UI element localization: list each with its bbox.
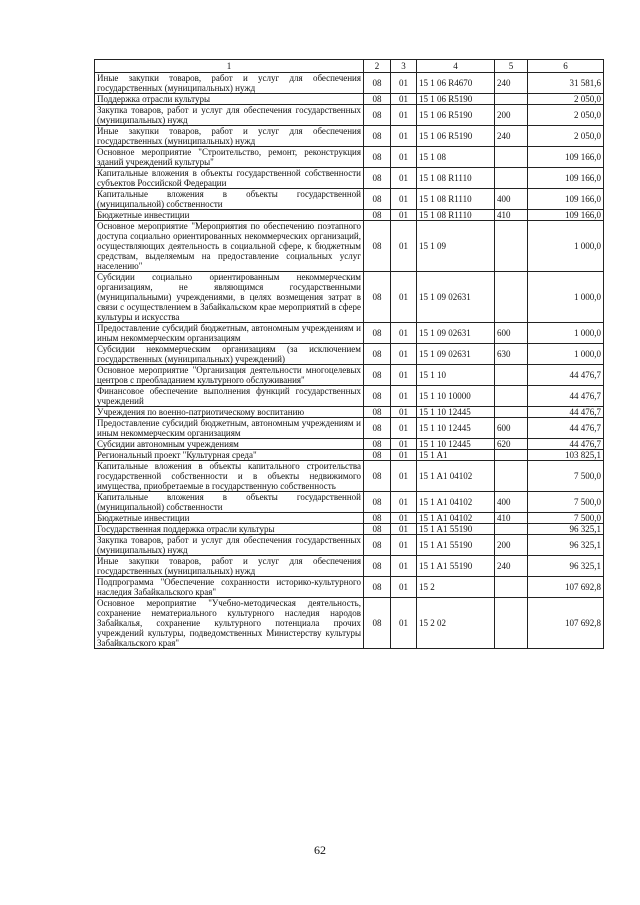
expense-type-cell: 620 [495, 439, 528, 450]
table-row [95, 577, 604, 598]
amount-cell: 1 000,0 [528, 221, 604, 272]
target-article-cell: 15 1 A1 [417, 450, 495, 461]
budget-table [94, 59, 604, 649]
table-row [95, 535, 604, 556]
expense-type-cell [495, 365, 528, 386]
table-row [95, 210, 604, 221]
amount-cell: 7 500,0 [528, 513, 604, 524]
target-article-cell: 15 1 A1 04102 [417, 513, 495, 524]
target-article-cell: 15 1 A1 04102 [417, 461, 495, 492]
amount-cell: 107 692,8 [528, 577, 604, 598]
amount-cell: 1 000,0 [528, 344, 604, 365]
expense-type-cell: 410 [495, 210, 528, 221]
expense-type-cell: 200 [495, 105, 528, 126]
item-name-cell: Основное мероприятие "Организация деятельности многоцелевых центров с преобладанием культурного обслуживания" [95, 365, 364, 386]
amount-cell: 44 476,7 [528, 365, 604, 386]
expense-type-cell: 630 [495, 344, 528, 365]
amount-cell: 109 166,0 [528, 210, 604, 221]
subsection-code-cell: 01 [391, 577, 417, 598]
expense-type-cell [495, 577, 528, 598]
item-name-cell: Поддержка отрасли культуры [95, 94, 364, 105]
target-article-cell: 15 1 06 R5190 [417, 126, 495, 147]
item-name-cell: Предоставление субсидий бюджетным, автономным учреждениям и иным некоммерческим организациям [95, 418, 364, 439]
expense-type-cell [495, 450, 528, 461]
column-header: 1 [95, 60, 364, 73]
subsection-code-cell: 01 [391, 94, 417, 105]
amount-cell: 44 476,7 [528, 439, 604, 450]
subsection-code-cell: 01 [391, 535, 417, 556]
expense-type-cell [495, 168, 528, 189]
section-code-cell: 08 [364, 105, 391, 126]
column-header: 4 [417, 60, 495, 73]
section-code-cell: 08 [364, 210, 391, 221]
target-article-cell: 15 1 10 12445 [417, 418, 495, 439]
expense-type-cell [495, 407, 528, 418]
item-name-cell: Бюджетные инвестиции [95, 210, 364, 221]
subsection-code-cell: 01 [391, 221, 417, 272]
expense-type-cell: 600 [495, 323, 528, 344]
table-row [95, 365, 604, 386]
table-row [95, 513, 604, 524]
table-row [95, 168, 604, 189]
subsection-code-cell: 01 [391, 598, 417, 649]
amount-cell: 96 325,1 [528, 556, 604, 577]
subsection-code-cell: 01 [391, 105, 417, 126]
item-name-cell: Капитальные вложения в объекты капитального строительства государственной собственности и в объекты недвижимого имущества, приобретаемые в государственную собственность [95, 461, 364, 492]
item-name-cell: Капитальные вложения в объекты государственной собственности субъектов Российской Федерации [95, 168, 364, 189]
column-header: 6 [528, 60, 604, 73]
subsection-code-cell: 01 [391, 323, 417, 344]
section-code-cell: 08 [364, 147, 391, 168]
table-row [95, 221, 604, 272]
subsection-code-cell: 01 [391, 439, 417, 450]
target-article-cell: 15 1 09 02631 [417, 344, 495, 365]
amount-cell: 2 050,0 [528, 105, 604, 126]
expense-type-cell [495, 598, 528, 649]
section-code-cell: 08 [364, 513, 391, 524]
amount-cell: 44 476,7 [528, 407, 604, 418]
amount-cell: 109 166,0 [528, 168, 604, 189]
expense-type-cell [495, 94, 528, 105]
expense-type-cell: 410 [495, 513, 528, 524]
column-header: 5 [495, 60, 528, 73]
item-name-cell: Субсидии социально ориентированным некоммерческим организациям, не являющимся государственными (муниципальными) учреждениями, в целях возмещения затрат в связи с осуществлением в Забайкальском крае мероприятий в сфере культуры и искусства [95, 272, 364, 323]
subsection-code-cell: 01 [391, 344, 417, 365]
table-row [95, 439, 604, 450]
subsection-code-cell: 01 [391, 126, 417, 147]
section-code-cell: 08 [364, 556, 391, 577]
table-row [95, 418, 604, 439]
table-row [95, 147, 604, 168]
target-article-cell: 15 1 10 12445 [417, 407, 495, 418]
section-code-cell: 08 [364, 344, 391, 365]
target-article-cell: 15 1 09 02631 [417, 323, 495, 344]
section-code-cell: 08 [364, 365, 391, 386]
table-row [95, 407, 604, 418]
item-name-cell: Бюджетные инвестиции [95, 513, 364, 524]
amount-cell: 44 476,7 [528, 418, 604, 439]
item-name-cell: Иные закупки товаров, работ и услуг для обеспечения государственных (муниципальных) нужд [95, 556, 364, 577]
column-header: 3 [391, 60, 417, 73]
amount-cell: 31 581,6 [528, 73, 604, 94]
section-code-cell: 08 [364, 126, 391, 147]
amount-cell: 44 476,7 [528, 386, 604, 407]
section-code-cell: 08 [364, 492, 391, 513]
section-code-cell: 08 [364, 189, 391, 210]
item-name-cell: Закупка товаров, работ и услуг для обеспечения государственных (муниципальных) нужд [95, 105, 364, 126]
item-name-cell: Основное мероприятие "Мероприятия по обеспечению поэтапного доступа социально ориентированных некоммерческих организаций, осуществляющих деятельность в социальной сфере, к бюджетным средствам, выделяемым на предоставление социальных услуг населению" [95, 221, 364, 272]
expense-type-cell [495, 221, 528, 272]
item-name-cell: Подпрограмма "Обеспечение сохранности историко-культурного наследия Забайкальского края" [95, 577, 364, 598]
item-name-cell: Учреждения по военно-патриотическому воспитанию [95, 407, 364, 418]
page-number: 62 [314, 843, 326, 857]
amount-cell: 109 166,0 [528, 147, 604, 168]
section-code-cell: 08 [364, 168, 391, 189]
item-name-cell: Региональный проект "Культурная среда" [95, 450, 364, 461]
table-row [95, 126, 604, 147]
section-code-cell: 08 [364, 598, 391, 649]
item-name-cell: Закупка товаров, работ и услуг для обеспечения государственных (муниципальных) нужд [95, 535, 364, 556]
amount-cell: 96 325,1 [528, 535, 604, 556]
item-name-cell: Субсидии автономным учреждениям [95, 439, 364, 450]
column-header: 2 [364, 60, 391, 73]
item-name-cell: Капитальные вложения в объекты государственной (муниципальной) собственности [95, 189, 364, 210]
expense-type-cell: 600 [495, 418, 528, 439]
subsection-code-cell: 01 [391, 272, 417, 323]
subsection-code-cell: 01 [391, 365, 417, 386]
expense-type-cell [495, 524, 528, 535]
item-name-cell: Финансовое обеспечение выполнения функций государственных учреждений [95, 386, 364, 407]
table-row [95, 524, 604, 535]
subsection-code-cell: 01 [391, 450, 417, 461]
section-code-cell: 08 [364, 524, 391, 535]
table-row [95, 461, 604, 492]
table-row [95, 344, 604, 365]
table-row [95, 189, 604, 210]
expense-type-cell: 400 [495, 492, 528, 513]
expense-type-cell [495, 272, 528, 323]
target-article-cell: 15 1 08 R1110 [417, 168, 495, 189]
amount-cell: 107 692,8 [528, 598, 604, 649]
amount-cell: 96 325,1 [528, 524, 604, 535]
subsection-code-cell: 01 [391, 556, 417, 577]
section-code-cell: 08 [364, 450, 391, 461]
table-row [95, 323, 604, 344]
expense-type-cell: 240 [495, 126, 528, 147]
subsection-code-cell: 01 [391, 513, 417, 524]
section-code-cell: 08 [364, 221, 391, 272]
target-article-cell: 15 1 A1 55190 [417, 524, 495, 535]
table-row [95, 450, 604, 461]
expense-type-cell [495, 386, 528, 407]
table-row [95, 94, 604, 105]
expense-type-cell [495, 461, 528, 492]
item-name-cell: Основное мероприятие "Учебно-методическая деятельность, сохранение нематериального культурного наследия народов Забайкалья, сохранение культурного потенциала прочих учреждений культуры, подведомственных Министерству культуры Забайкальского края" [95, 598, 364, 649]
target-article-cell: 15 1 09 [417, 221, 495, 272]
amount-cell: 7 500,0 [528, 461, 604, 492]
target-article-cell: 15 1 10 12445 [417, 439, 495, 450]
target-article-cell: 15 1 10 [417, 365, 495, 386]
expense-type-cell: 400 [495, 189, 528, 210]
target-article-cell: 15 1 10 10000 [417, 386, 495, 407]
target-article-cell: 15 2 02 [417, 598, 495, 649]
target-article-cell: 15 1 A1 04102 [417, 492, 495, 513]
subsection-code-cell: 01 [391, 407, 417, 418]
table-row [95, 386, 604, 407]
subsection-code-cell: 01 [391, 210, 417, 221]
section-code-cell: 08 [364, 73, 391, 94]
target-article-cell: 15 1 A1 55190 [417, 535, 495, 556]
target-article-cell: 15 1 08 R1110 [417, 210, 495, 221]
section-code-cell: 08 [364, 418, 391, 439]
subsection-code-cell: 01 [391, 168, 417, 189]
expense-type-cell: 200 [495, 535, 528, 556]
item-name-cell: Государственная поддержка отрасли культуры [95, 524, 364, 535]
target-article-cell: 15 1 08 R1110 [417, 189, 495, 210]
expense-type-cell: 240 [495, 73, 528, 94]
target-article-cell: 15 1 A1 55190 [417, 556, 495, 577]
target-article-cell: 15 1 09 02631 [417, 272, 495, 323]
table-row [95, 556, 604, 577]
section-code-cell: 08 [364, 577, 391, 598]
table-row [95, 598, 604, 649]
table-body [95, 73, 604, 649]
item-name-cell: Капитальные вложения в объекты государственной (муниципальной) собственности [95, 492, 364, 513]
section-code-cell: 08 [364, 439, 391, 450]
amount-cell: 1 000,0 [528, 323, 604, 344]
amount-cell: 2 050,0 [528, 94, 604, 105]
target-article-cell: 15 1 06 R5190 [417, 94, 495, 105]
subsection-code-cell: 01 [391, 524, 417, 535]
amount-cell: 2 050,0 [528, 126, 604, 147]
table-row [95, 492, 604, 513]
item-name-cell: Предоставление субсидий бюджетным, автономным учреждениям и иным некоммерческим организациям [95, 323, 364, 344]
amount-cell: 103 825,1 [528, 450, 604, 461]
table-header-row [95, 60, 604, 73]
amount-cell: 7 500,0 [528, 492, 604, 513]
amount-cell: 109 166,0 [528, 189, 604, 210]
item-name-cell: Основное мероприятие "Строительство, ремонт, реконструкция зданий учреждений культуры" [95, 147, 364, 168]
section-code-cell: 08 [364, 323, 391, 344]
table-row [95, 105, 604, 126]
section-code-cell: 08 [364, 94, 391, 105]
item-name-cell: Иные закупки товаров, работ и услуг для обеспечения государственных (муниципальных) нужд [95, 73, 364, 94]
expense-type-cell: 240 [495, 556, 528, 577]
amount-cell: 1 000,0 [528, 272, 604, 323]
table-row [95, 272, 604, 323]
target-article-cell: 15 2 [417, 577, 495, 598]
section-code-cell: 08 [364, 461, 391, 492]
subsection-code-cell: 01 [391, 418, 417, 439]
subsection-code-cell: 01 [391, 461, 417, 492]
subsection-code-cell: 01 [391, 492, 417, 513]
section-code-cell: 08 [364, 272, 391, 323]
table-row [95, 73, 604, 94]
expense-type-cell [495, 147, 528, 168]
item-name-cell: Субсидии некоммерческим организациям (за исключением государственных (муниципальных) учреждений) [95, 344, 364, 365]
subsection-code-cell: 01 [391, 189, 417, 210]
subsection-code-cell: 01 [391, 386, 417, 407]
item-name-cell: Иные закупки товаров, работ и услуг для обеспечения государственных (муниципальных) нужд [95, 126, 364, 147]
section-code-cell: 08 [364, 386, 391, 407]
subsection-code-cell: 01 [391, 73, 417, 94]
section-code-cell: 08 [364, 535, 391, 556]
target-article-cell: 15 1 06 R5190 [417, 105, 495, 126]
section-code-cell: 08 [364, 407, 391, 418]
target-article-cell: 15 1 06 R4670 [417, 73, 495, 94]
target-article-cell: 15 1 08 [417, 147, 495, 168]
subsection-code-cell: 01 [391, 147, 417, 168]
